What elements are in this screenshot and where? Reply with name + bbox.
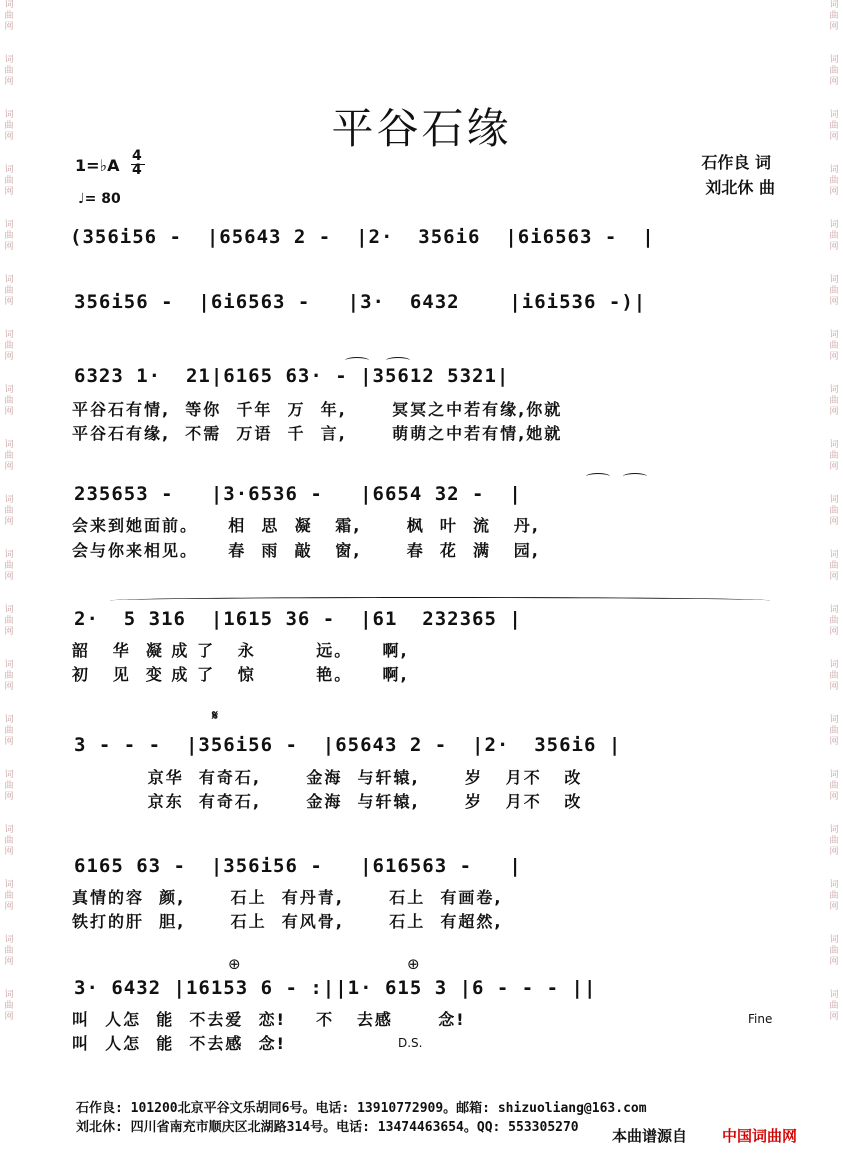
- tempo-marking: ♩= 80: [78, 191, 121, 207]
- notation-row-1: (356i56 - |65643 2 - |2· 356i6 |6i6563 - |: [70, 226, 655, 248]
- lyrics-row-3-verse-2: 平谷石有缘, 不需 万语 千 言, 萌萌之中若有情,她就: [72, 424, 563, 443]
- notation-row-3: 6323 1· 21|6165 63· - |35612 5321|: [74, 365, 510, 387]
- song-title: 平谷石缘: [331, 104, 512, 153]
- lyrics-row-8-verse-1: 叫 人怎 能 不去爱 恋! 不 去感 念!: [72, 1010, 466, 1029]
- footer-lyricist-contact: 石作良: 101200北京平谷文乐胡同6号。电话: 13910772909。邮箱: shizuoliang@163.com: [76, 1101, 647, 1116]
- lyrics-row-5-verse-2: 初 见 变 成 了 惊 艳。 啊,: [72, 665, 409, 684]
- side-watermark-right: 词 曲 网 词 曲 网 词 曲 网 词 曲 网 词 曲 网 词 曲 网 词 曲 网 词 曲 网 词 曲 网 词 曲 网 词 曲 网 词 曲 网 词 曲 网 词 曲 网 词 曲 网 词 曲 网 词 曲 网 词 曲 网 词 曲 网: [829, 0, 839, 1022]
- notation-row-6: 3 - - - |356i56 - |65643 2 - |2· 356i6 |: [74, 734, 622, 756]
- ds-marking: D.S.: [398, 1036, 423, 1050]
- notation-row-7: 6165 63 - |356i56 - |616563 - |: [74, 855, 522, 877]
- notation-row-8: 3· 6432 |16153 6 - :||1· 615 3 |6 - - - ||: [74, 977, 597, 999]
- site-name[interactable]: 中国词曲网: [722, 1127, 798, 1145]
- coda-sign-2: ⊕: [407, 955, 420, 973]
- notation-row-4: 235653 - |3·6536 - |6654 32 - |: [74, 483, 522, 505]
- lyrics-row-7-verse-2: 铁打的肝 胆, 石上 有风骨, 石上 有超然,: [72, 912, 503, 931]
- fine-marking: Fine: [748, 1012, 773, 1026]
- slur: [345, 357, 369, 364]
- coda-sign-1: ⊕: [228, 955, 241, 973]
- time-signature-top: 4: [132, 148, 142, 164]
- notation-row-5: 2· 5 316 |1615 36 - |61 232365 |: [74, 608, 522, 630]
- source-label: 本曲谱源自: [612, 1127, 688, 1145]
- slur: [623, 473, 647, 480]
- lyrics-row-4-verse-2: 会与你来相见。 春 雨 敲 窗, 春 花 满 园,: [72, 541, 540, 560]
- lyrics-row-7-verse-1: 真情的容 颜, 石上 有丹青, 石上 有画卷,: [72, 888, 503, 907]
- lyrics-row-5-verse-1: 韶 华 凝 成 了 永 远。 啊,: [72, 641, 409, 660]
- lyrics-row-3-verse-1: 平谷石有情, 等你 千年 万 年, 冥冥之中若有缘,你就: [72, 400, 563, 419]
- key-signature: 1=♭A: [75, 156, 120, 175]
- lyrics-row-6-verse-1: 京华 有奇石, 金海 与轩辕, 岁 月不 改: [72, 768, 583, 787]
- lyrics-row-6-verse-2: 京东 有奇石, 金海 与轩辕, 岁 月不 改: [72, 792, 583, 811]
- segno-sign: 𝄋: [212, 708, 219, 724]
- lyrics-row-4-verse-1: 会来到她面前。 相 思 凝 霜, 枫 叶 流 丹,: [72, 516, 540, 535]
- slur-long: [110, 597, 770, 604]
- slur: [586, 473, 610, 480]
- composer-credit: 刘北休 曲: [705, 178, 775, 197]
- side-watermark-left: 词 曲 网 词 曲 网 词 曲 网 词 曲 网 词 曲 网 词 曲 网 词 曲 网 词 曲 网 词 曲 网 词 曲 网 词 曲 网 词 曲 网 词 曲 网 词 曲 网 词 曲 网 词 曲 网 词 曲 网 词 曲 网 词 曲 网: [4, 0, 14, 1022]
- footer-composer-contact: 刘北休: 四川省南充市顺庆区北湖路314号。电话: 13474463654。QQ: 553305270: [76, 1120, 579, 1135]
- notation-row-2: 356i56 - |6i6563 - |3· 6432 |i6i536 -)|: [74, 291, 647, 313]
- lyricist-credit: 石作良 词: [701, 153, 771, 172]
- slur: [386, 357, 410, 364]
- lyrics-row-8-verse-2: 叫 人怎 能 不去感 念!: [72, 1034, 286, 1053]
- time-signature-bottom: 4: [132, 162, 142, 178]
